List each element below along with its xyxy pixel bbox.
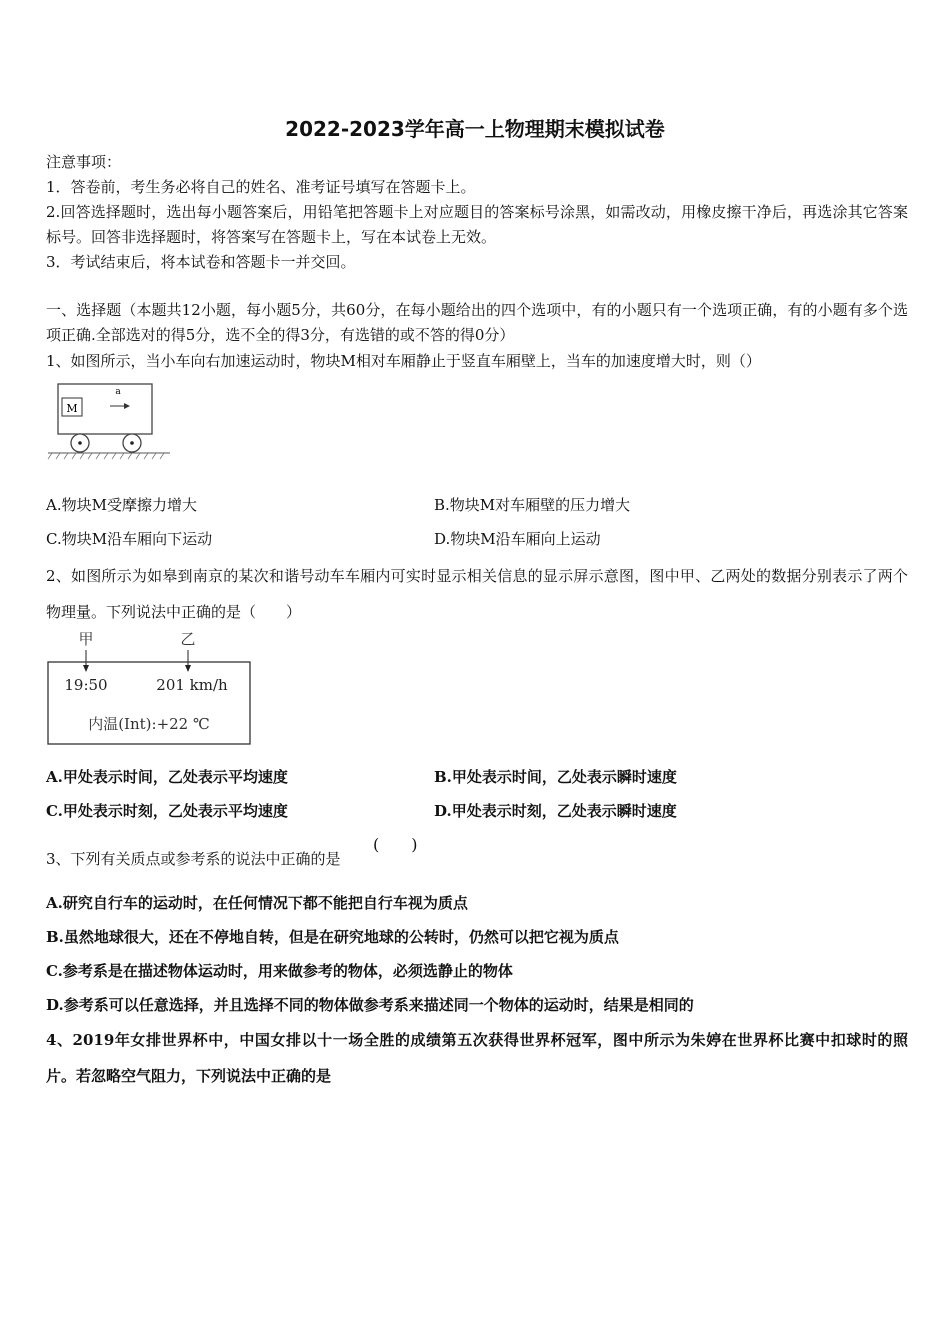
notice-item-2: 2.回答选择题时，选出每小题答案后，用铅笔把答题卡上对应题目的答案标号涂黑，如需改动，用橡皮擦干净后，再选涂其它答案标号。回答非选择题时，将答案写在答题卡上，写在本试卷上无效。 (46, 203, 908, 246)
acceleration-label: a (115, 387, 121, 397)
arrow-down-icon (83, 665, 89, 672)
notice-heading: 注意事项： (46, 153, 122, 171)
q1-option-c: C.物块M沿车厢向下运动 (46, 530, 213, 548)
page-title: 2022-2023学年高一上物理期末模拟试卷 (285, 117, 665, 141)
notice-item-1: 1．答卷前，考生务必将自己的姓名、准考证号填写在答题卡上。 (46, 178, 476, 196)
q1-option-b: B.物块M对车厢壁的压力增大 (434, 496, 631, 514)
q2-option-a: A.甲处表示时间，乙处表示平均速度 (46, 768, 288, 786)
notice-item-3: 3．考试结束后，将本试卷和答题卡一并交回。 (46, 253, 356, 271)
cart-figure (44, 378, 174, 462)
q2-option-b: B.甲处表示时间，乙处表示瞬时速度 (434, 768, 677, 786)
label-jia: 甲 (78, 630, 94, 648)
label-yi: 乙 (180, 630, 196, 648)
acceleration-arrow-icon (124, 403, 130, 409)
train-display-figure (44, 626, 256, 750)
q2-option-c: C.甲处表示时刻，乙处表示平均速度 (46, 802, 288, 820)
q1-option-d: D.物块M沿车厢向上运动 (434, 530, 601, 548)
q1-option-a: A.物块M受摩擦力增大 (46, 496, 197, 514)
ground-hatch (48, 453, 164, 459)
q3-option-c: C.参考系是在描述物体运动时，用来做参考的物体，必须选静止的物体 (46, 962, 513, 980)
section-heading: 一、选择题（本题共12小题，每小题5分，共60分，在每小题给出的四个选项中，有的小题只有一个选项正确，有的小题有多个选项正确.全部选对的得5分，选不全的得3分，有选错的或不答的得0分） (46, 301, 908, 344)
question-4-stem: 4、2019年女排世界杯中，中国女排以十一场全胜的成绩第五次获得世界杯冠军，图中所示为朱婷在世界杯比赛中扣球时的照片。若忽略空气阻力，下列说法中正确的是 (46, 1031, 908, 1085)
q2-option-d: D.甲处表示时刻，乙处表示瞬时速度 (434, 802, 677, 820)
block-m-label: M (66, 402, 78, 415)
question-1-stem: 1、如图所示，当小车向右加速运动时，物块M相对车厢静止于竖直车厢壁上，当车的加速度增大时，则（） (46, 352, 761, 370)
q3-option-a: A.研究自行车的运动时，在任何情况下都不能把自行车视为质点 (46, 894, 468, 912)
q3-option-d: D.参考系可以任意选择，并且选择不同的物体做参考系来描述同一个物体的运动时，结果是相同的 (46, 996, 694, 1014)
display-speed: 201 km/h (156, 676, 228, 694)
display-time: 19:50 (64, 676, 108, 694)
question-3-paren: ( ) (373, 835, 418, 854)
arrow-down-icon (185, 665, 191, 672)
question-3-stem: 3、下列有关质点或参考系的说法中正确的是 (46, 850, 341, 868)
question-2-stem: 2、如图所示为如皋到南京的某次和谐号动车车厢内可实时显示相关信息的显示屏示意图，图中甲、乙两处的数据分别表示了两个物理量。下列说法中正确的是（ ） (46, 567, 908, 621)
display-temperature: 内温(Int):+22 ℃ (88, 715, 210, 733)
q3-option-b: B.虽然地球很大，还在不停地自转，但是在研究地球的公转时，仍然可以把它视为质点 (46, 928, 619, 946)
